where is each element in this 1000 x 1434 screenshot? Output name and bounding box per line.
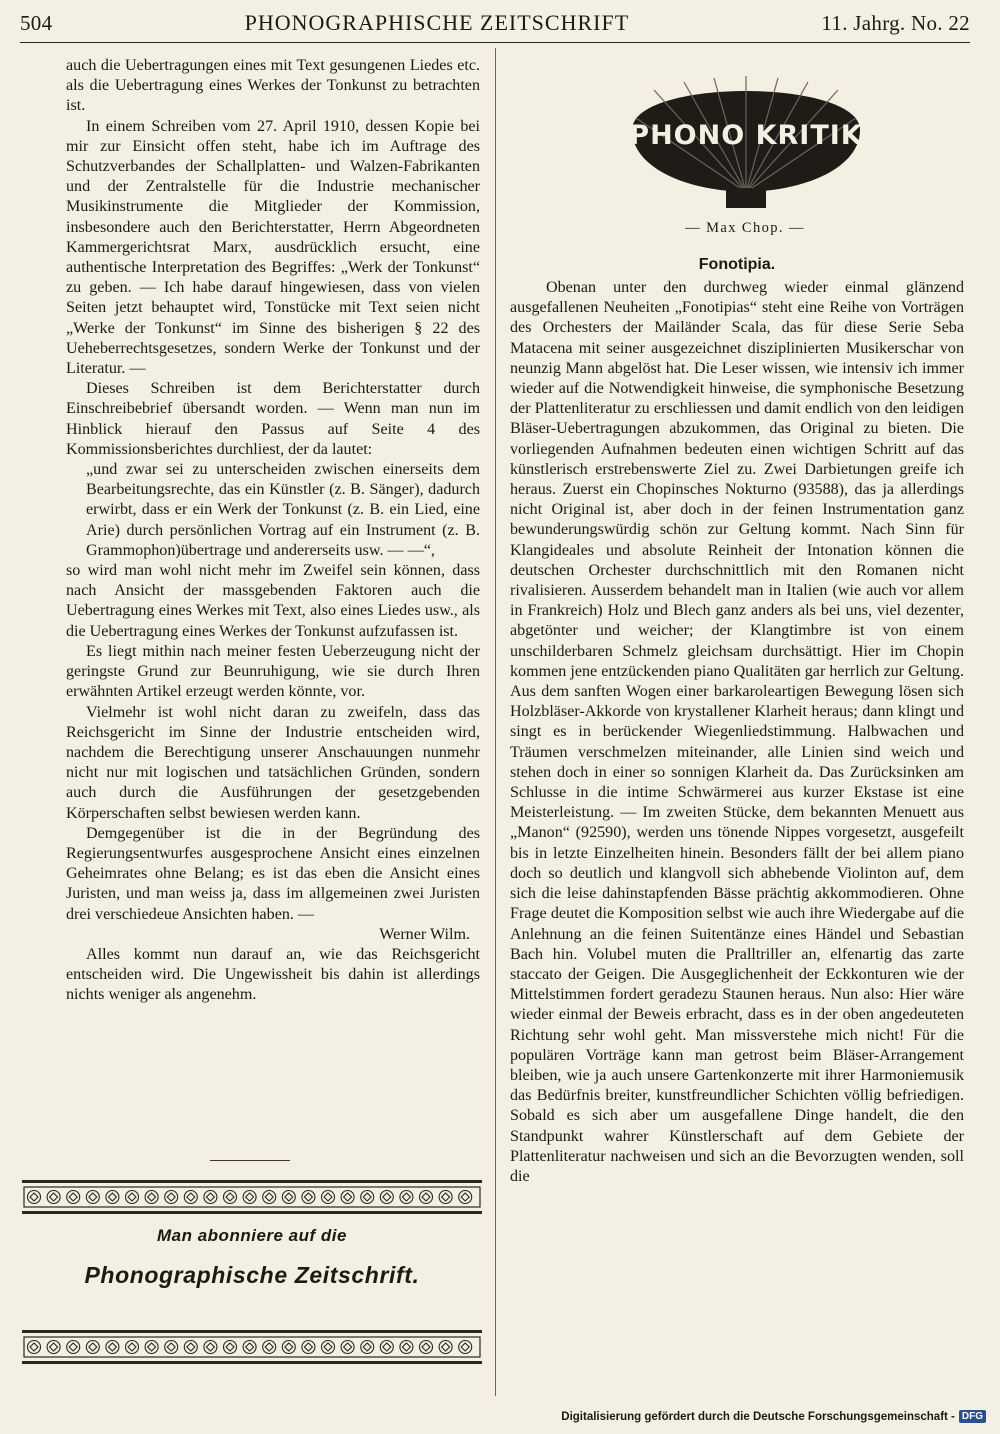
ornament-diamond xyxy=(50,1343,58,1351)
ornament-diamond xyxy=(265,1193,273,1201)
ornament-diamond xyxy=(461,1193,469,1201)
ornament-diamond xyxy=(442,1193,450,1201)
ornament-diamond xyxy=(148,1193,156,1201)
ornament-diamond xyxy=(285,1193,293,1201)
logo-text: PHONO KRITIK xyxy=(629,120,863,151)
ornament-diamond xyxy=(461,1343,469,1351)
advert-line-2: Phonographische Zeitschrift. xyxy=(84,1262,420,1288)
issue-label: 11. Jahrg. No. 22 xyxy=(821,11,970,35)
ornament-diamond xyxy=(108,1193,116,1201)
ornament-diamond xyxy=(30,1343,38,1351)
header-rule xyxy=(20,42,970,43)
paragraph: auch die Uebertragungen eines mit Text gesungenen Liedes etc. als die Uebertragung eines Werkes der Tonkunst zu betrachten ist. xyxy=(66,57,480,115)
ornament-diamond xyxy=(344,1343,352,1351)
footer-text: Digitalisierung gefördert durch die Deutsche Forschungsgemeinschaft - xyxy=(561,1410,955,1423)
ornament-diamond xyxy=(324,1193,332,1201)
ornament-diamond xyxy=(246,1343,254,1351)
ornament-diamond xyxy=(304,1343,312,1351)
ornament-diamond xyxy=(422,1193,430,1201)
byline: — Max Chop. — xyxy=(685,220,805,236)
ornament-diamond xyxy=(383,1343,391,1351)
paragraph: so wird man wohl nicht mehr im Zweifel sein können, dass nach Ansicht der massgebenden Faktoren auch die Uebertragung eines Werkes mit Text, also eines Liedes usw., als die Uebertragung eines Werkes der Tonkunst aufzufassen ist. xyxy=(66,562,480,640)
page-number: 504 xyxy=(20,11,53,35)
ornament-diamond xyxy=(128,1193,136,1201)
left-column xyxy=(66,56,480,1006)
paragraph: Demgegenüber ist die in der Begründung des Regierungsentwurfes ausgesprochene Ansicht eines einzelnen Geheimrates ohne Belang; es ist das eben die Ansicht eines Juristen, und man weiss ja, dass im allgemeinen zwei Juristen drei verschiedeue Ansichten haben. — xyxy=(66,824,480,923)
ornament-diamond xyxy=(187,1343,195,1351)
paragraph: Alles kommt nun darauf an, wie das Reichsgericht entscheiden wird. Die Ungewissheit bis dahin ist allerdings nichts weniger als angenehm. xyxy=(66,945,480,1004)
ornament-diamond xyxy=(128,1343,136,1351)
ornament-diamond xyxy=(226,1193,234,1201)
ornament-diamond xyxy=(285,1343,293,1351)
ornament-diamond xyxy=(69,1193,77,1201)
ornament-diamond xyxy=(344,1193,352,1201)
ornament-diamond xyxy=(304,1193,312,1201)
ornament-diamond xyxy=(442,1343,450,1351)
column-divider xyxy=(495,48,496,1396)
ornament-diamond xyxy=(89,1343,97,1351)
paragraph: In einem Schreiben vom 27. April 1910, dessen Kopie bei mir zur Einsicht offen steht, habe ich im Auftrage des Schutzverbandes der Schallplatten- und Walzen-Fabrikanten und der Zentralstelle für die Industrie mechanischer Musikinstrumente die Mitglieder der Kommission, insbesondere auch den Berichterstatter, Herrn Abgeordneten Kammergerichtsrat Marx, ausdrücklich ersucht, eine authentische Interpretation des Begriffes: „Werk der Tonkunst“ zu geben. — Ich habe darauf hingewiesen, dass von vielen Seiten jetzt behauptet wird, Tonstücke mit Text seien nicht „Werke der Tonkunst“ im Sinne des bisherigen § 22 des Ueheberrechtsgesetzes, sondern Werke der Tonkunst und der Literatur. — xyxy=(66,117,480,378)
ornament-band-top xyxy=(22,1180,482,1214)
running-header xyxy=(20,10,970,40)
paragraph: Vielmehr ist wohl nicht daran zu zweifeln, dass das Reichsgericht im Sinne der Industrie entscheiden wird, nachdem die Berechtigung unserer Anschauungen nunmehr nicht nur mit logischen und tatsächlichen Gründen, sondern auch durch die Ausführungen der gesetzgebenden Körperschaften selbst bewiesen werden kann. xyxy=(66,703,480,822)
digitization-footer xyxy=(561,1410,986,1423)
right-column xyxy=(510,256,964,1187)
ornament-diamond xyxy=(30,1193,38,1201)
ornament-diamond xyxy=(187,1193,195,1201)
ornament-diamond xyxy=(226,1343,234,1351)
signature: Werner Wilm. xyxy=(379,925,470,943)
ornament-diamond xyxy=(363,1193,371,1201)
advert-line-1: Man abonniere auf die xyxy=(157,1226,347,1245)
ornament-diamond xyxy=(383,1193,391,1201)
ornament-diamond xyxy=(167,1193,175,1201)
ornament-diamond xyxy=(402,1343,410,1351)
ornament-diamond xyxy=(246,1193,254,1201)
ornament-diamond xyxy=(422,1343,430,1351)
section-rule xyxy=(210,1160,290,1161)
ornament-diamond xyxy=(50,1193,58,1201)
dfg-logo: DFG xyxy=(959,1410,986,1423)
ornament-diamond xyxy=(148,1343,156,1351)
journal-title: PHONOGRAPHISCHE ZEITSCHRIFT xyxy=(244,10,630,35)
ornament-diamond xyxy=(108,1343,116,1351)
phono-kritik-logo xyxy=(614,60,878,210)
ornament-diamond xyxy=(363,1343,371,1351)
ornament-band-bottom xyxy=(22,1330,482,1364)
ornament-diamond xyxy=(206,1193,214,1201)
ornament-diamond xyxy=(206,1343,214,1351)
ornament-diamond xyxy=(402,1193,410,1201)
ornament-diamond xyxy=(167,1343,175,1351)
ornament-diamond xyxy=(324,1343,332,1351)
paragraph: Obenan unter den durchweg wieder einmal glänzend ausgefallenen Neuheiten „Fonotipias“ steht eine Reihe von Vorträgen des Orchesters der Mailänder Scala, das für diese Serie Seba Matacena mit seiner ausgezeichnet disziplinierten Musikerschar von neunzig Mann abgelöst hat. Die Leser wissen, wie intensiv ich immer wieder auf die Notwendigkeit hinweise, die symphonische Besetzung der Plattenliteratur zu erschliessen und damit endlich von den leidigen Bläser-Uebertragungen abzukommen, das Original zu bieten. Die vorliegenden Aufnahmen bedeuten einen wichtigen Schritt auf das künstlerisch erstrebenswerte Ziel zu. Zwei Darbietungen greife ich heraus. Zuerst ein Chopinsches Nokturno (93588), das ja allerdings nicht Original ist, aber doch in der feinen Instrumentation ganz bewunderungswürdig schön zur Geltung kommt. Nach Sinn für Klangideales und absolute Reinheit der Intonation können die deutschen Orchester durchschnittlich mit den Romanen nicht rivalisieren. Ausserdem behandelt man in Italien (wie auch vor allem in Frankreich) Holz und Blech ganz anders als bei uns, viel dezenter, abgetönter und weicher; der Klangtimbre ist von einem unschilderbaren Schmelz gleichsam durchsättigt. Hier im Chopin kommen jene entzückenden piano Qualitäten gar herrlich zur Geltung. Aus dem sanften Wogen einer barkaroleartigen Bewegung lösen sich Holzbläser-Akkorde von krystallener Klarheit heraus; dann klingt und singt es in berückender Wiegenliedstimmung. Halbwachen und Träumen verschmelzen miteinander, alle Linien sind weich und stehen doch in einer so sonnigen Klarheit da. Das Zurücksinken am Schlusse in die intime Schwärmerei aus kurzer Ekstase ist eine Meisterleistung. — Im zweiten Stücke, dem bekannten Menuett aus „Manon“ (92590), werden uns tönende Nippes vorgesetzt, ausgefeilt bis in letzte Einzelheiten hinein. Besonders fällt der bei allem piano doch so deutlich und klangvoll sich abhebende Violinton auf, dem sich die leise dahinstapfenden Bässe prächtig akkommodieren. Ohne Frage deutet die Komposition selbst wie auch ihre Wiedergabe auf die Anlehnung an die feinen Suitentänze eines Händel und Sebastian Bach hin. Volubel muten die Pralltriller an, elfenartig das zarte staccato der Geigen. Die Ausgeglichenheit der Eckkonturen wie der Mittelstimmen fordert geradezu Staunen heraus. Nun also: Hier wäre wieder einmal der Beweis erbracht, dass es in der oben angedeuteten Richtung sehr wohl geht. Man missverstehe mich nicht! Für die populären Vorträge kann man getrost beim Bläser-Arrangement bleiben, wie ja auch unsere Gartenkonzerte mit ihrer Harmoniemusik das Bedürfnis breiter, kunstfreundlicher Schichten völlig befriedigen. Sobald es sich aber um ausgefallene Dinge handelt, die den Standpunkt wahrer Künstlerschaft auf dem Gebiete der Plattenliteratur nachweisen und sich an die Bevorzugten wenden, soll die xyxy=(510,279,964,1185)
paragraph: Dieses Schreiben ist dem Berichterstatter durch Einschreibebrief übersandt worden. — Wenn man nun im Hinblick hierauf den Passus auf Seite 4 des Kommissionsberichtes durchliest, der da lautet: xyxy=(66,380,480,458)
ornament-diamond xyxy=(89,1193,97,1201)
ornament-diamond xyxy=(265,1343,273,1351)
section-title: Fonotipia. xyxy=(698,256,776,273)
quotation: „und zwar sei zu unterscheiden zwischen einerseits dem Bearbeitungsrechte, das ein Künstler (z. B. Sänger), dadurch erwirbt, dass er ein Werk der Tonkunst (z. B. ein Lied, eine Arie) durch persönlichen Vortrag auf ein Instrument (z. B. Grammophon)übertrage und andererseits usw. — —“, xyxy=(86,461,480,559)
paragraph: Es liegt mithin nach meiner festen Ueberzeugung nicht der geringste Grund zur Beunruhigung, wie sie durch Ihren erwähnten Artikel erzeugt werden könnte, vor. xyxy=(66,642,480,701)
ornament-diamond xyxy=(69,1343,77,1351)
